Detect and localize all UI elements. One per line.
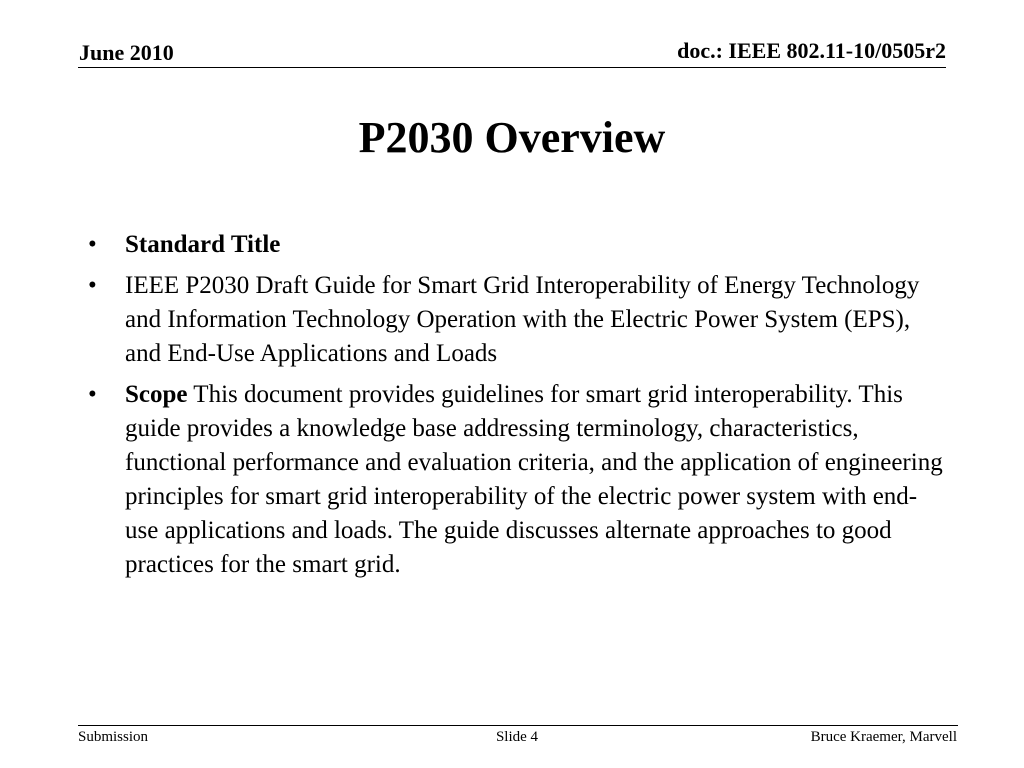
bullet-text: This document provides guidelines for smart grid interoperability. This guide provides a knowledge base addressing terminology, characteristics, functional performance and evaluation criteria, and the application of engineering principles for smart grid interoperability of the electric power system with end-use applications and loads. The guide discusses alternate approaches to good practices for the smart grid.	[125, 381, 943, 578]
header-doc-id: doc.: IEEE 802.11-10/0505r2	[677, 38, 946, 63]
bullet-standard-title	[88, 228, 948, 262]
bullet-heading: Standard Title	[125, 231, 281, 258]
bullet-heading: Scope	[125, 381, 188, 408]
footer-submission: Submission	[78, 729, 149, 745]
bullet-scope	[88, 378, 948, 582]
bullet-text: IEEE P2030 Draft Guide for Smart Grid Interoperability of Energy Technology and Information Technology Operation with the Electric Power System (EPS), and End-Use Applications and Loads	[125, 272, 920, 367]
slide-title: P2030 Overview	[358, 113, 666, 162]
footer-divider	[78, 725, 958, 726]
bullet-marker: •	[88, 272, 97, 299]
bullet-list	[88, 228, 948, 589]
bullet-marker: •	[88, 381, 97, 408]
footer-author: Bruce Kraemer, Marvell	[810, 729, 957, 745]
bullet-marker: •	[88, 231, 97, 258]
header-divider	[78, 67, 946, 68]
bullet-standard-name	[88, 269, 948, 371]
header-date: June 2010	[79, 40, 174, 65]
footer-slide-number: Slide 4	[495, 729, 539, 745]
